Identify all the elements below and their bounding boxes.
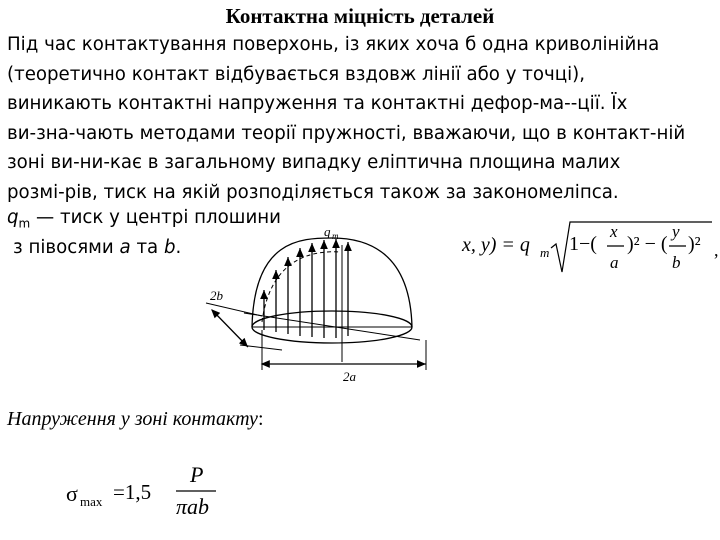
semi-axis-a: a (119, 237, 131, 258)
formula-lhs: x, y) = q (462, 234, 530, 256)
paragraph-line: (теоретично контакт відбувається вздовж лінії або у точці), (7, 63, 586, 85)
stress-denominator: πab (176, 494, 210, 519)
paragraph-line: розмі-рів, тиск на якій розподіляється також за закономеліпса. (7, 181, 619, 203)
formula-y-num: y (672, 222, 680, 241)
sigma-symbol: σ (66, 481, 78, 506)
stress-coef: =1,5 (113, 480, 152, 504)
paragraph-line: зоні ви-ни-кає в загальному випадку еліптична площина малих (7, 152, 621, 173)
diagram-2a-label: 2a (343, 369, 356, 384)
qm-text: — тиск у центрі плошини (30, 207, 281, 228)
semi-axes-middle: та (130, 237, 164, 258)
formula-x-num: x (610, 222, 618, 241)
formula-y-den: b (672, 253, 681, 272)
formula-one-minus: 1−( (569, 233, 597, 255)
semi-axes-suffix: . (175, 237, 182, 258)
paragraph-line: виникають контактні напруження та контактні дефор-ма--ції. Їх (7, 93, 628, 114)
stress-numerator: P (190, 462, 204, 487)
stress-heading-text: Напруження у зоні контакту (7, 408, 258, 430)
semi-axes-prefix: з півосями (13, 237, 120, 258)
paragraph-line: ви-зна-чають методами теорії пружності, вважаючи, що в контакт-ній (7, 122, 686, 144)
paragraph-line: Під час контактування поверхонь, із яких хоча б одна криволінійна (7, 34, 660, 55)
sigma-sub: max (80, 494, 103, 509)
semi-axis-b: b (163, 237, 176, 258)
formula-end: )² (688, 233, 701, 255)
diagram-qm-label: q (324, 224, 331, 239)
page-title: Контактна міцність деталей (225, 4, 495, 28)
qm-symbol: q (7, 207, 19, 228)
diagram-2b-label: 2b (210, 288, 223, 303)
formula-mid: )² − ( (627, 233, 668, 255)
formula-trailing: , (714, 240, 719, 260)
qm-subscript: m (18, 216, 31, 231)
diagram-qm-sub: m (332, 231, 339, 241)
formula-x-den: a (610, 253, 619, 272)
stress-heading-colon: : (257, 408, 264, 430)
formula-lhs-sub: m (540, 245, 550, 260)
